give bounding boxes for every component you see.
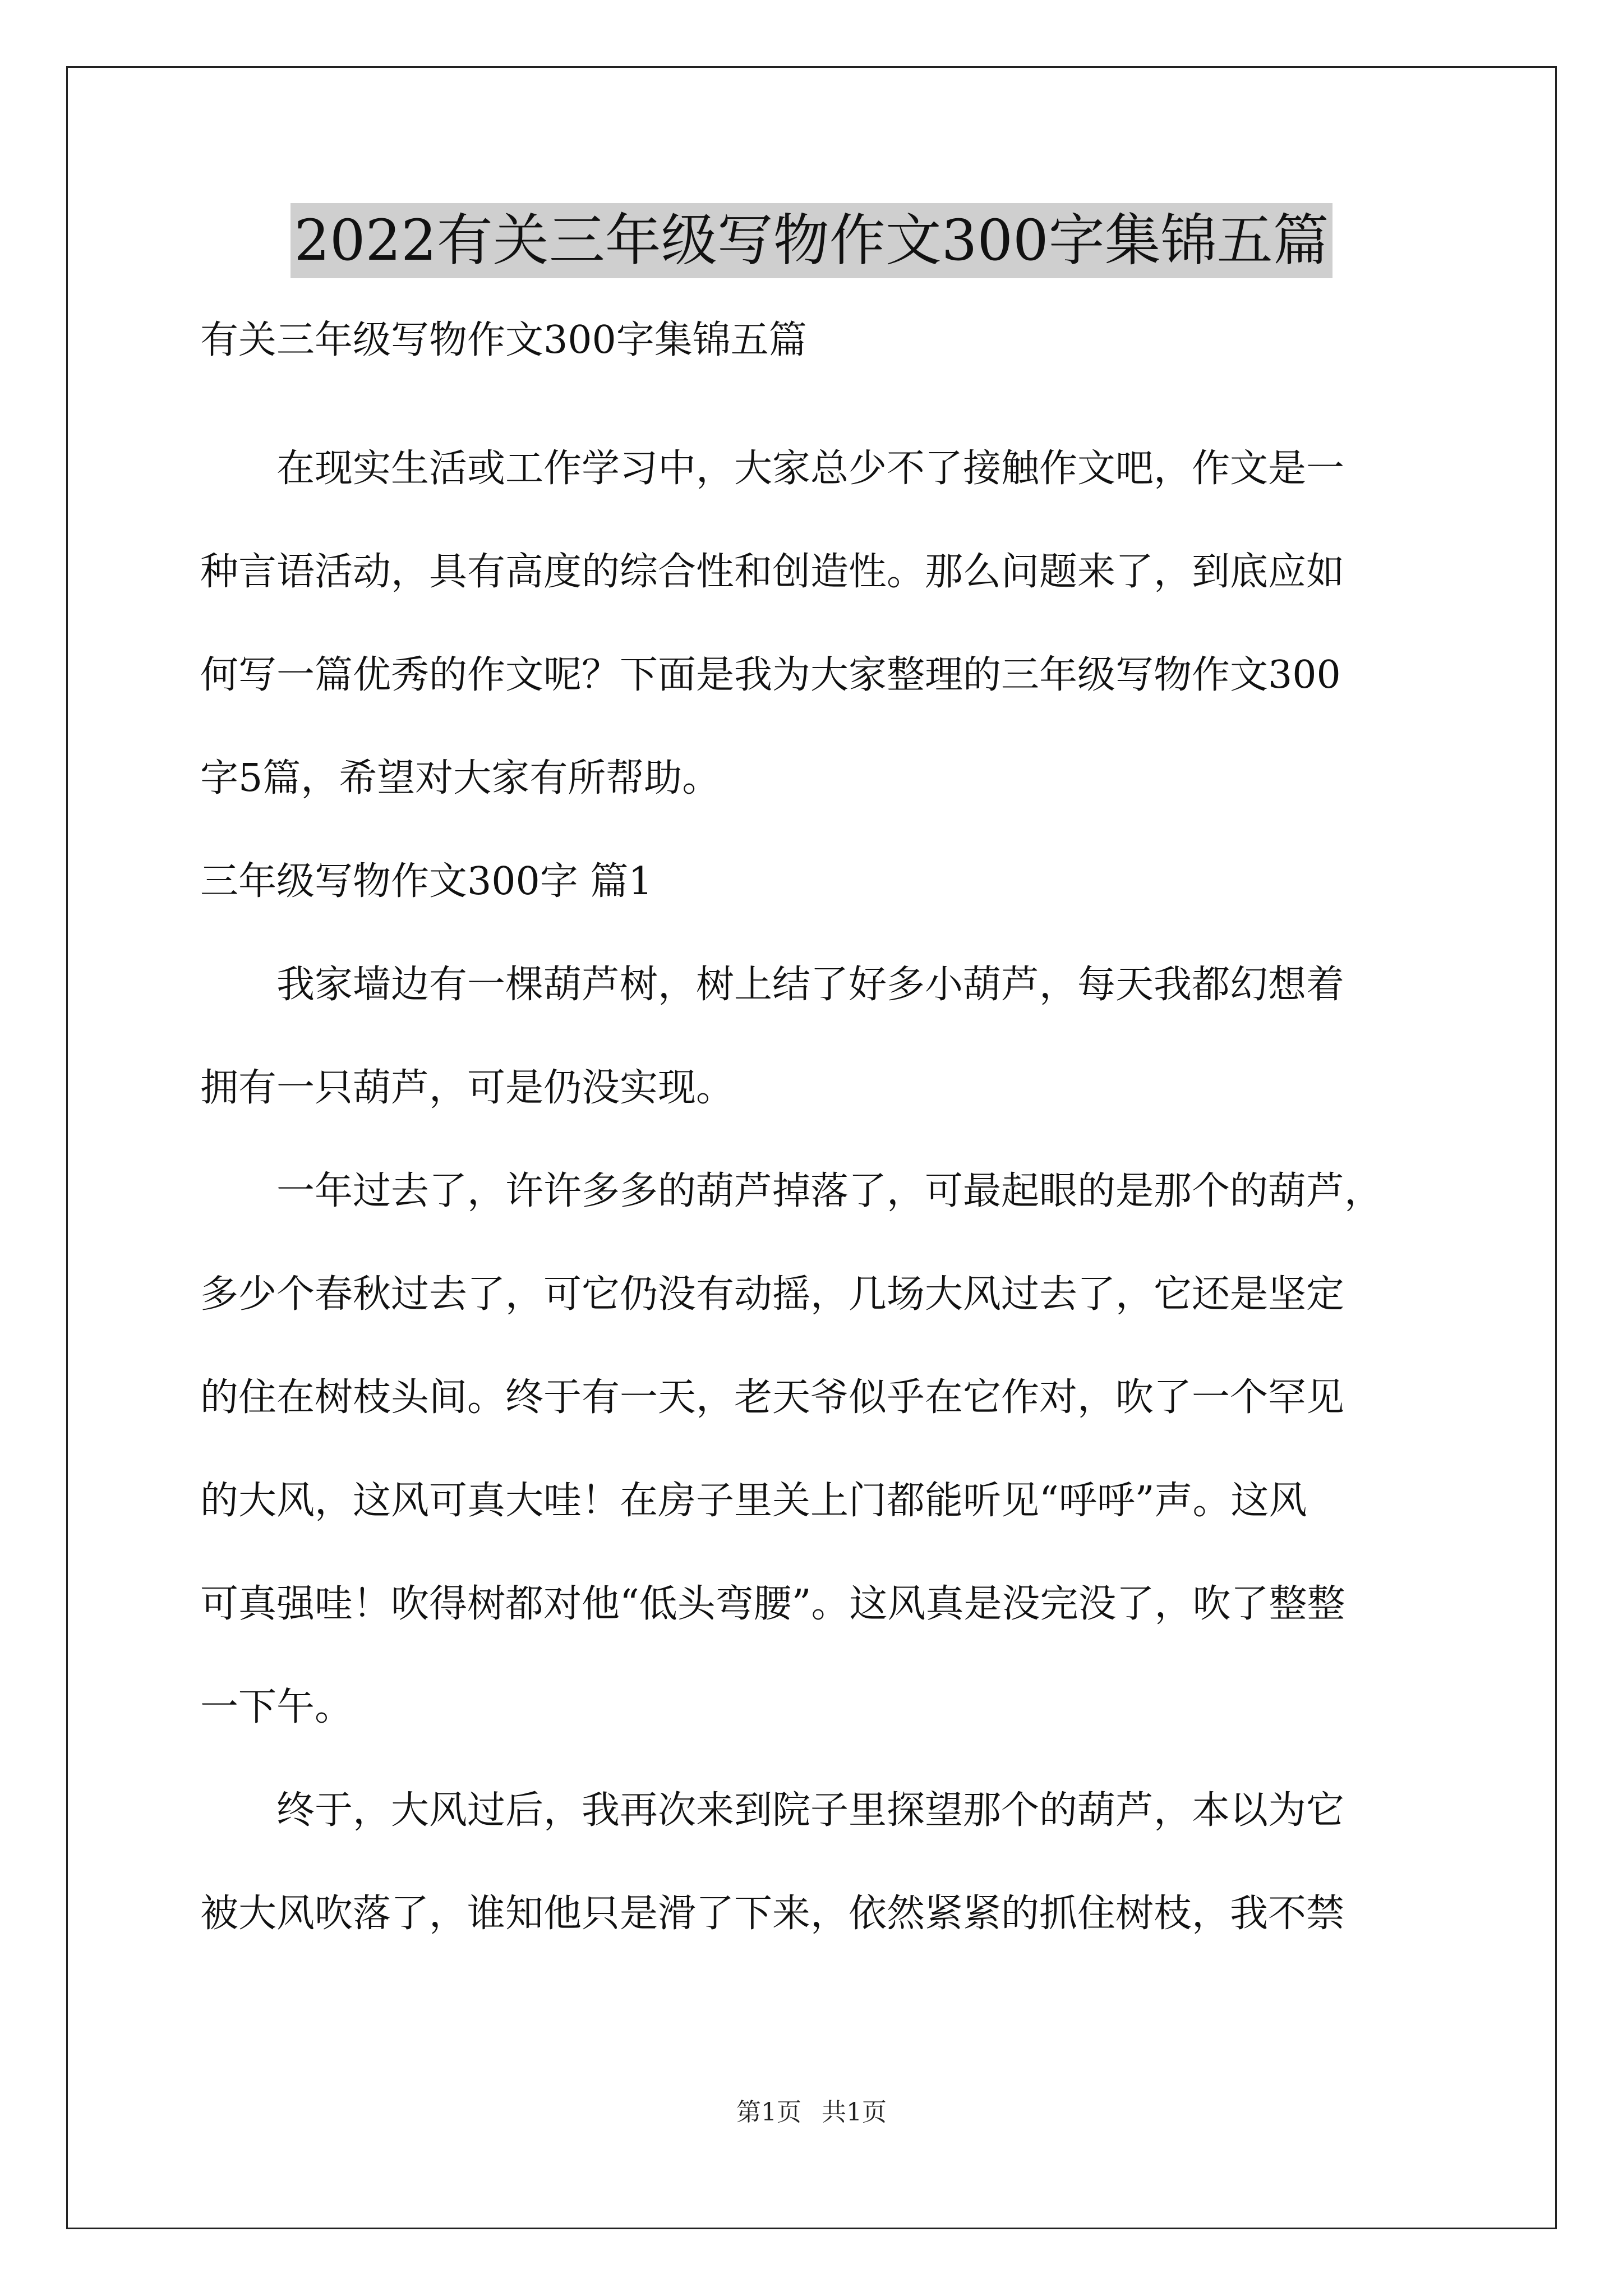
page-number: 第1页 — [736, 2098, 801, 2127]
intro-line: 在现实生活或工作学习中，大家总少不了接触作文吧，作文是一 — [276, 447, 1345, 491]
paragraph-3 — [200, 1759, 1434, 1966]
paragraph-line: 终于，大风过后，我再次来到院子里探望那个的葫芦，本以为它 — [276, 1788, 1345, 1833]
page-footer — [0, 2096, 1623, 2129]
section-heading: 三年级写物作文300字 篇1 — [200, 859, 653, 904]
paragraph-line: 多少个春秋过去了，可它仍没有动摇，几场大风过去了，它还是坚定 — [200, 1272, 1345, 1317]
paragraph-line: 拥有一只葫芦，可是仍没实现。 — [200, 1066, 735, 1110]
intro-line: 何写一篇优秀的作文呢？下面是我为大家整理的三年级写物作文300 — [200, 653, 1341, 697]
paragraph-line: 的大风，这风可真大哇！在房子里关上门都能听见“呼呼”声。这风 — [200, 1479, 1307, 1523]
page-total: 共1页 — [822, 2098, 887, 2127]
document-title: 2022有关三年级写物作文300字集锦五篇 — [291, 203, 1332, 278]
intro-paragraph — [200, 417, 1434, 830]
paragraph-line: 可真强哇！吹得树都对他“低头弯腰”。这风真是没完没了，吹了整整 — [200, 1582, 1345, 1626]
document-body — [200, 314, 1434, 1966]
title-container — [0, 203, 1623, 278]
paragraph-line: 我家墙边有一棵葫芦树，树上结了好多小葫芦，每天我都幻想着 — [276, 963, 1345, 1007]
paragraph-line: 一下午。 — [200, 1685, 353, 1729]
document-subtitle: 有关三年级写物作文300字集锦五篇 — [200, 318, 807, 362]
paragraph-line: 被大风吹落了，谁知他只是滑了下来，依然紧紧的抓住树枝，我不禁 — [200, 1892, 1345, 1936]
paragraph-line: 一年过去了，许许多多的葫芦掉落了，可最起眼的是那个的葫芦， — [276, 1169, 1383, 1213]
paragraph-line: 的住在树枝头间。终于有一天，老天爷似乎在它作对，吹了一个罕见 — [200, 1375, 1345, 1420]
paragraph-2 — [200, 1140, 1434, 1759]
intro-line: 种言语活动，具有高度的综合性和创造性。那么问题来了，到底应如 — [200, 550, 1345, 594]
intro-line: 字5篇，希望对大家有所帮助。 — [200, 756, 721, 800]
paragraph-1 — [200, 933, 1434, 1140]
